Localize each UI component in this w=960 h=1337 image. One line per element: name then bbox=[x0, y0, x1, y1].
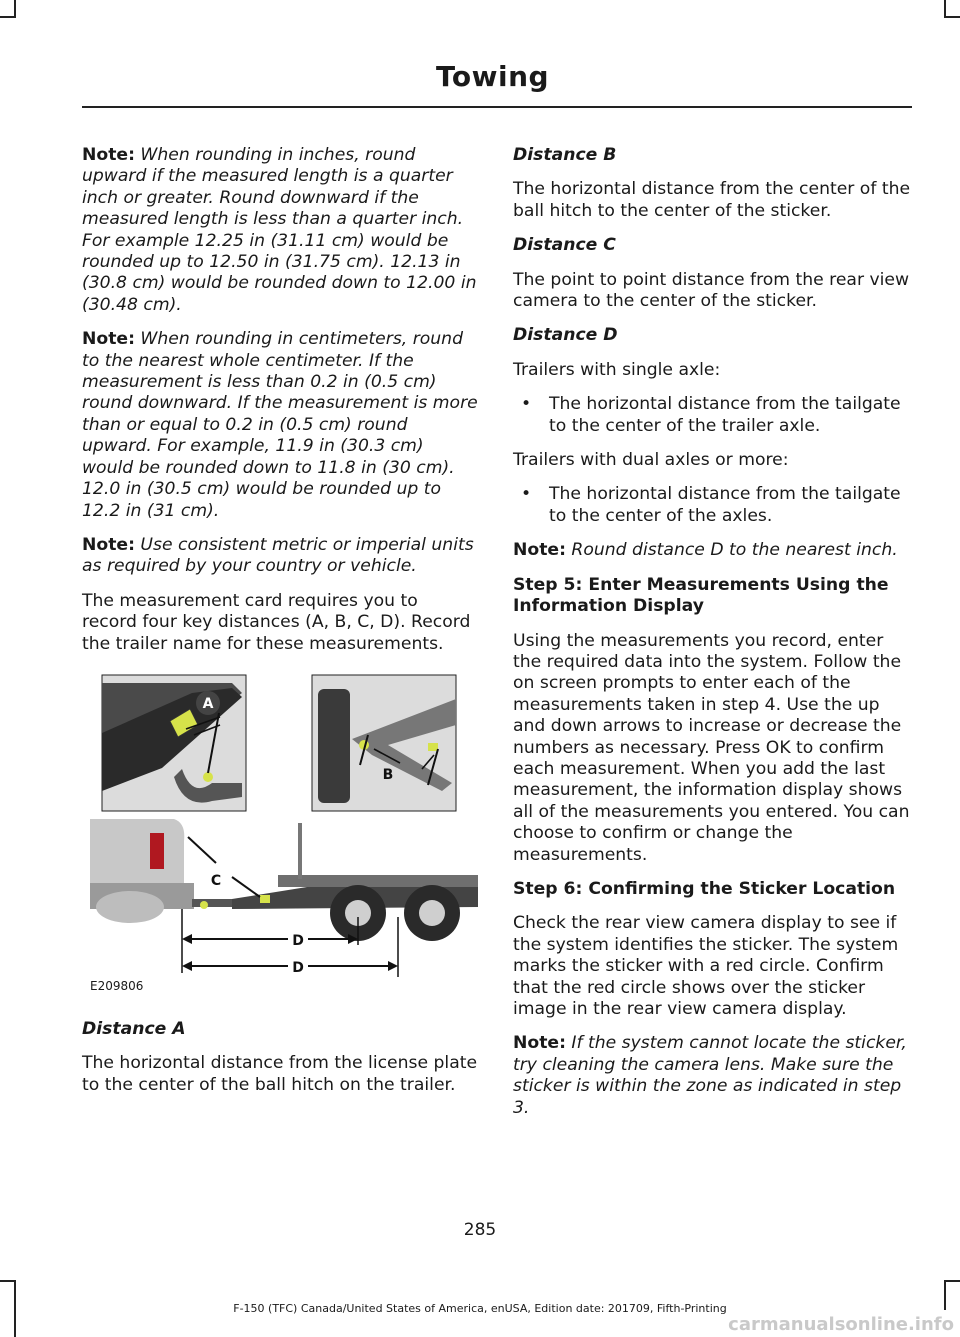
footer-edition: F-150 (TFC) Canada/United States of America, enUSA, Edition date: 201709, Fifth-Printing bbox=[233, 1302, 727, 1315]
right-column bbox=[513, 145, 911, 1132]
measurement-card-paragraph: The measurement card requires you to record four key distances (A, B, C, D). Record the trailer name for these measurements. bbox=[82, 590, 471, 654]
trailer-illustration bbox=[82, 673, 478, 1003]
crop-mark bbox=[944, 1280, 960, 1282]
list-item: • The horizontal distance from the tailgate to the center of the trailer axle. bbox=[513, 394, 911, 437]
label-d-single: D bbox=[292, 932, 304, 949]
note-rounding-centimeters: Note: When rounding in centimeters, round to the nearest whole centimeter. If the measurement is less than 0.2 in (0.5 cm) round downward. If the measurement is more than or equal to 0.2 in (0.5 cm) round upward. For example, 11.9 in (30.3 cm) would be rounded down to 11.8 in (30 cm). 12.0 in (30.5 cm) would be rounded up to 12.2 in (31 cm). bbox=[82, 329, 478, 521]
label-d-dual: D bbox=[292, 959, 304, 976]
step5-text: Using the measurements you record, enter the required data into the system. Follow the on screen prompts to enter each of the measurements taken in step 4. Use the up and down arrows to increase or decrease the numbers as necessary. Press OK to confirm each measurement. When you add the last measurement, the information display shows all of the measurements you entered. You can choose to confirm or change the measurements. bbox=[513, 630, 910, 865]
crop-mark bbox=[0, 16, 16, 18]
single-axle-list bbox=[513, 394, 911, 437]
distance-b-text: The horizontal distance from the center of the ball hitch to the center of the sticker. bbox=[513, 179, 911, 221]
note-consistent-units: Note: Use consistent metric or imperial units as required by your country or vehicle. bbox=[82, 534, 474, 577]
label-b: B bbox=[382, 766, 394, 783]
distance-c-text: The point to point distance from the rear view camera to the center of the sticker. bbox=[513, 269, 910, 312]
panel-distance-a bbox=[102, 675, 246, 811]
step5-heading: Step 5: Enter Measurements Using the Information Display bbox=[513, 574, 889, 617]
list-item: • The horizontal distance from the tailgate to the center of the axles. bbox=[513, 484, 911, 527]
panel-distance-b bbox=[312, 675, 456, 811]
distance-c-heading: Distance C bbox=[513, 235, 616, 256]
distance-a-heading: Distance A bbox=[82, 1018, 186, 1039]
distance-b-heading: Distance B bbox=[513, 145, 617, 165]
note-rounding-inches: Note: When rounding in inches, round upward if the measured length is a quarter inch or greater. Round downward if the measured length is less than a quarter inch. For example 12.25 in (31.11 cm) would be rounded up to 12.50 in (31.75 cm). 12.13 in (30.8 cm) would be rounded down to 12.00 in (30.48 cm). bbox=[82, 145, 477, 315]
page-title: Towing bbox=[436, 60, 550, 93]
distance-d-heading: Distance D bbox=[513, 325, 618, 346]
trailer-measurement-figure bbox=[82, 673, 478, 1003]
label-a: A bbox=[202, 695, 214, 712]
panel-distance-c-d bbox=[90, 819, 478, 977]
crop-mark bbox=[0, 1280, 16, 1282]
dual-axle-label: Trailers with dual axles or more: bbox=[513, 450, 789, 471]
left-column bbox=[82, 145, 478, 1109]
watermark: carmanualsonline.info bbox=[728, 1314, 954, 1335]
distance-a-text: The horizontal distance from the license plate to the center of the ball hitch on the trailer. bbox=[82, 1053, 478, 1095]
label-c: C bbox=[210, 872, 222, 889]
note-round-distance-d: Note: Round distance D to the nearest inch. bbox=[513, 540, 898, 561]
step6-text: Check the rear view camera display to see if the system identifies the sticker. The system marks the sticker with a red circle. Confirm that the red circle shows over the sticker image in the rear view camera display. bbox=[513, 913, 899, 1019]
page-number: 285 bbox=[463, 1220, 497, 1240]
step6-heading: Step 6: Confirming the Sticker Location bbox=[513, 878, 896, 899]
single-axle-label: Trailers with single axle: bbox=[513, 359, 721, 380]
crop-mark bbox=[944, 16, 960, 18]
dual-axle-list bbox=[513, 484, 911, 527]
note-camera-lens: Note: If the system cannot locate the sticker, try cleaning the camera lens. Make sure the sticker is within the zone as indicated in step 3. bbox=[513, 1033, 907, 1118]
figure-code: E209806 bbox=[90, 978, 144, 993]
header-rule bbox=[82, 106, 912, 108]
